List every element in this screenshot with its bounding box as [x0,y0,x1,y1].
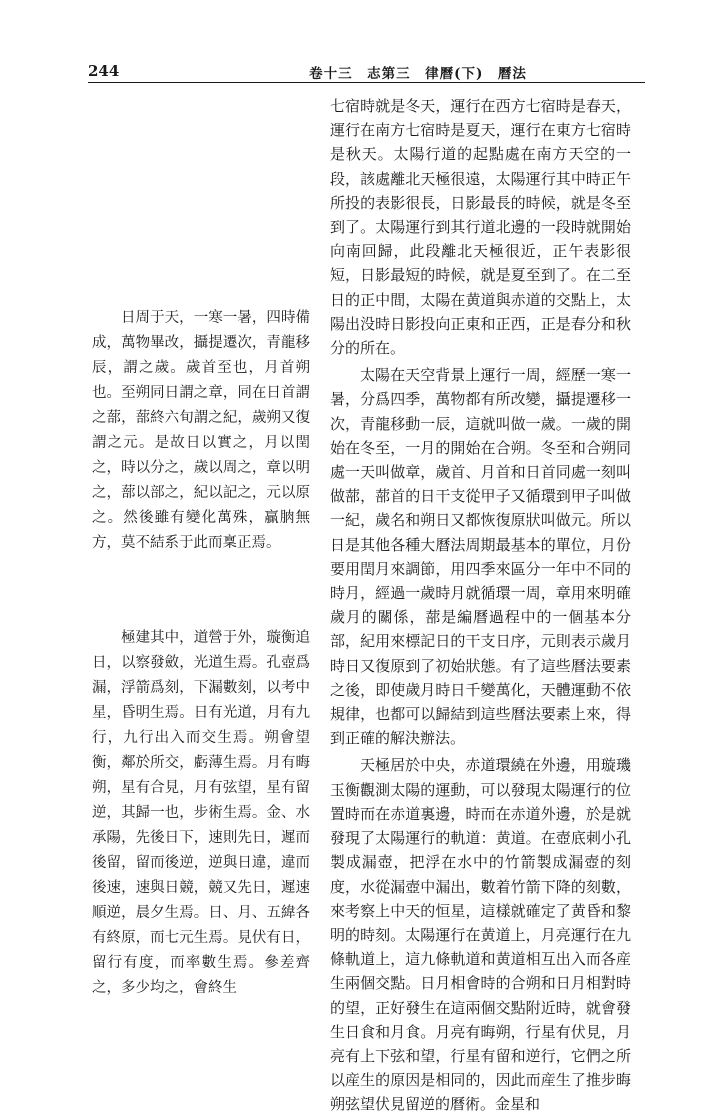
running-header: 卷十三 志第三 律曆(下) 曆法 [309,66,527,82]
translation-paragraph: 太陽在天空背景上運行一周，經歷一寒一暑，分爲四季，萬物都有所改變，攝提遷移一次，青龍移動一辰，這就叫做一歲。一歲的開始在冬至，一月的開始在合朔。冬至和合朔同處一天叫做章，歲首、月首和日首同處一刻叫做蔀，蔀首的日干支從甲子又循環到甲子叫做一紀，歲名和朔日又都恢復原狀叫做元。所以日是其他各種大曆法周期最基本的單位，月份要用閏月來調節，用四季來區分一年中不同的時月，經過一歲時月就循環一周，章用來明確歲月的關係，蔀是編曆過程中的一個基本分部，紀用來標記日的干支日序，元則表示歲月時日又復原到了初始狀態。有了這些曆法要素之後，即使歲月時日千變萬化，天體運動不依規律，也都可以歸結到這些曆法要素上來，得到正確的解決辦法。 [330,366,631,748]
classical-text-block-1 [92,306,310,556]
header-rule [88,82,645,83]
translation-paragraph: 七宿時就是冬天，運行在西方七宿時是春天，運行在南方七宿時是夏天，運行在東方七宿時是秋天。太陽行道的起點處在南方天空的一段，該處離北天極很遠，太陽運行其中時正午所投的表影很長，日影最長的時候，就是冬至到了。太陽運行到其行道北邊的一段時就開始向南回歸，此段離北天極很近，正午表影很短，日影最短的時候，就是夏至到了。在二至日的正中間，太陽在黄道與赤道的交點上，太陽出没時日影投向正東和正西，正是春分和秋分的所在。 [330,97,631,358]
classical-text-paragraph: 極建其中，道營于外，璇衡追日，以察發斂，光道生焉。孔壺爲漏，浮箭爲刻，下漏數刻，以考中星，昏明生焉。日有光道，月有九行，九行出入而交生焉。朔會望衡，鄰於所交，虧薄生焉。月有晦朔，星有合見，月有弦望，星有留逆，其歸一也，步術生焉。金、水承陽，先後日下，速則先日，遲而後留，留而後逆，逆與日違，違而後速，速與日競，競又先日，遲速順逆，晨夕生焉。日、月、五緯各有終原，而七元生焉。見伏有日，留行有度，而率數生焉。參差齊之，多少均之，會終生 [92,630,310,996]
translation-column [330,94,631,1117]
classical-text-paragraph: 日周于天，一寒一暑，四時備成，萬物畢改，攝提遷次，青龍移辰，謂之歲。歲首至也，月首朔也。至朔同日謂之章，同在日首謂之蔀，蔀終六旬謂之紀，歲朔又復謂之元。是故日以實之，月以閏之，時以分之，歲以周之，章以明之，蔀以部之，紀以記之，元以原之。然後雖有變化萬殊，贏朒無方，莫不結系于此而稟正焉。 [92,310,310,551]
translation-paragraph: 天極居於中央，赤道環繞在外邊，用璇璣玉衡觀測太陽的運動，可以發現太陽運行的位置時而在赤道裏邊，時而在赤道外邊，於是就發現了太陽運行的軌道：黄道。在壺底刺小孔製成漏壺，把浮在水中的竹箭製成漏壺的刻度，水從漏壺中漏出，數着竹箭下降的刻數，來考察上中天的恒星，這樣就確定了黄昏和黎明的時刻。太陽運行在黄道上，月亮運行在九條軌道上，這九條軌道和黄道相互出入而各産生兩個交點。日月相會時的合朔和日月相對時的望，正好發生在這兩個交點附近時，就會發生日食和月食。月亮有晦朔，行星有伏見，月亮有上下弦和望，行星有留和逆行，它們之所以産生的原因是相同的，因此而産生了推步晦朔弦望伏見留逆的曆術。金星和 [330,756,631,1114]
classical-text-block-2 [92,626,310,1001]
page-number: 244 [88,62,120,80]
